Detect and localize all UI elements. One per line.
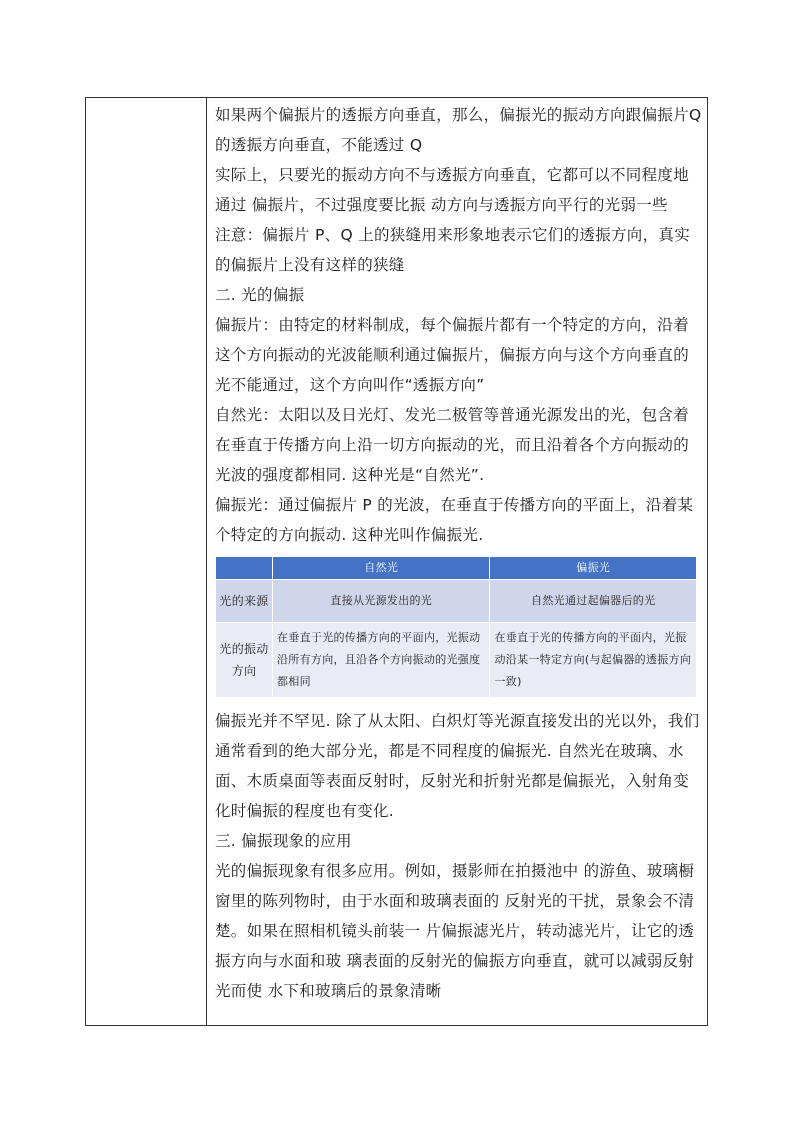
table-header-cell	[216, 557, 273, 580]
paragraph-natural-light: 自然光：太阳以及日光灯、发光二极管等普通光源发出的光，包含着在垂直于传播方向上沿一切方向振动的光，而且沿着各个方向振动的光波的强度都相同. 这种光是“自然光”.	[215, 406, 690, 484]
table-row-label: 光的振动方向	[216, 623, 273, 698]
table-cell: 在垂直于光的传播方向的平面内，光振动沿某一特定方向(与起偏器的透振方向一致)	[490, 623, 697, 698]
paragraph-polarized-light: 偏振光：通过偏振片 P 的光波，在垂直于传播方向的平面上，沿着某个特定的方向振动. 这种光叫作偏振光.	[215, 496, 694, 544]
table-row	[216, 580, 697, 623]
content-cell	[215, 100, 703, 1006]
table-cell: 自然光通过起偏器后的光	[490, 580, 697, 623]
table-cell: 在垂直于光的传播方向的平面内，光振动沿所有方向，且沿各个方向振动的光强度都相同	[273, 623, 490, 698]
paragraph-polarized-common: 偏振光并不罕见. 除了从太阳、白炽灯等光源直接发出的光以外，我们通常看到的绝大部分光，都是不同程度的偏振光. 自然光在玻璃、水面、木质桌面等表面反射时，反射光和折射光都是偏振光，入射角变化时偏振的程度也有变化.	[215, 712, 700, 820]
table-row	[216, 623, 697, 698]
table-header-row	[216, 557, 697, 580]
table-row-label: 光的来源	[216, 580, 273, 623]
table-header-cell: 偏振光	[490, 557, 697, 580]
paragraph-2: 实际上，只要光的振动方向不与透振方向垂直，它都可以不同程度地通过 偏振片，不过强度要比振 动方向与透振方向平行的光弱一些	[215, 166, 690, 214]
paragraph-polarizer: 偏振片：由特定的材料制成，每个偏振片都有一个特定的方向，沿着这个方向振动的光波能顺利通过偏振片，偏振方向与这个方向垂直的光不能通过，这个方向叫作“透振方向”	[215, 316, 690, 394]
paragraph-application: 光的偏振现象有很多应用。例如，摄影师在拍摄池中 的游鱼、玻璃橱窗里的陈列物时，由于水面和玻璃表面的 反射光的干扰，景象会不清楚。如果在照相机镜头前装一 片偏振滤光片，转动滤光片，让它的透振方向与水面和玻 璃表面的反射光的偏振方向垂直，就可以减弱反射光而使 水下和玻璃后的景象清晰	[215, 862, 695, 1000]
section-heading-2: 二. 光的偏振	[215, 286, 305, 304]
comparison-table	[215, 556, 697, 698]
table-cell: 直接从光源发出的光	[273, 580, 490, 623]
paragraph-3: 注意：偏振片 P、Q 上的狭缝用来形象地表示它们的透振方向，真实的偏振片上没有这样的狭缝	[215, 226, 691, 274]
table-header-cell: 自然光	[273, 557, 490, 580]
section-heading-3: 三. 偏振现象的应用	[215, 832, 352, 850]
paragraph-1: 如果两个偏振片的透振方向垂直，那么，偏振光的振动方向跟偏振片Q 的透振方向垂直，不能透过 Q	[215, 106, 702, 154]
column-divider	[206, 97, 207, 1026]
